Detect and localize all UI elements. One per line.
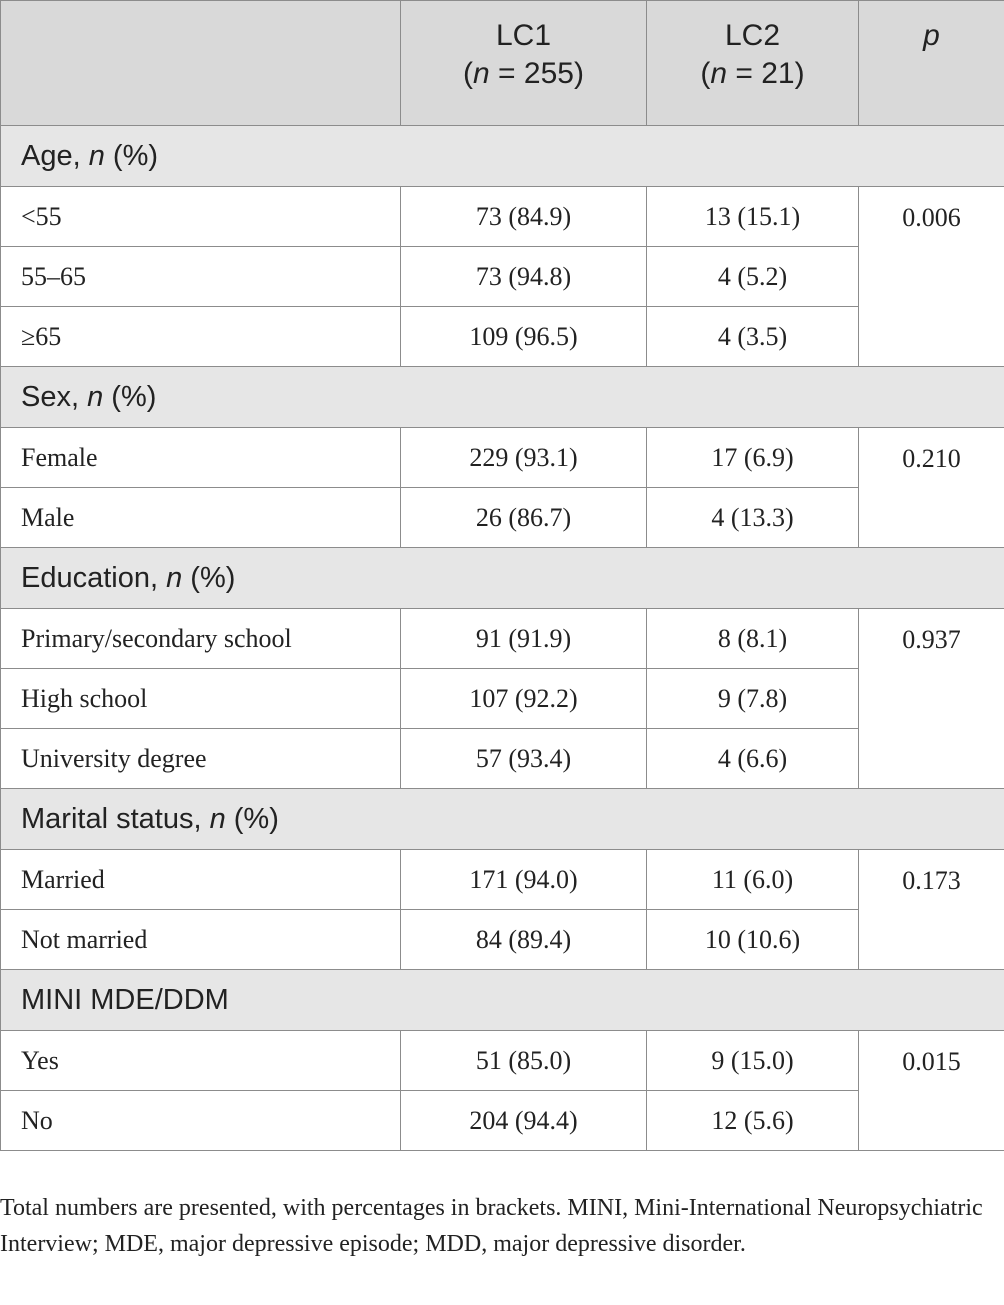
lc1-value: 91 (91.9)	[401, 609, 647, 669]
section-title: Education, n (%)	[1, 548, 1004, 609]
table-row	[1, 1091, 1004, 1151]
header-p-value: p	[859, 1, 1004, 126]
section-header-row	[1, 126, 1004, 187]
row-label: ≥65	[1, 307, 401, 367]
section-header-row	[1, 548, 1004, 609]
p-value: 0.210	[859, 428, 1004, 548]
section-header-row	[1, 367, 1004, 428]
row-label: <55	[1, 187, 401, 247]
lc1-value: 109 (96.5)	[401, 307, 647, 367]
header-lc2-count: (n = 21)	[700, 57, 805, 90]
section-header-row	[1, 970, 1004, 1031]
lc1-value: 171 (94.0)	[401, 850, 647, 910]
lc1-value: 57 (93.4)	[401, 729, 647, 789]
lc2-value: 12 (5.6)	[647, 1091, 859, 1151]
table-row	[1, 187, 1004, 247]
row-label: High school	[1, 669, 401, 729]
lc2-value: 8 (8.1)	[647, 609, 859, 669]
p-value: 0.173	[859, 850, 1004, 970]
table-footnote: Total numbers are presented, with percentages in brackets. MINI, Mini-International Neuropsychiatric Interview; MDE, major depressive episode; MDD, major depressive disorder.	[0, 1195, 983, 1257]
lc1-value: 204 (94.4)	[401, 1091, 647, 1151]
header-empty-cell	[1, 1, 401, 126]
row-label: Male	[1, 488, 401, 548]
lc2-value: 4 (5.2)	[647, 247, 859, 307]
lc1-value: 73 (94.8)	[401, 247, 647, 307]
table-row	[1, 428, 1004, 488]
p-value: 0.015	[859, 1031, 1004, 1151]
lc1-value: 73 (84.9)	[401, 187, 647, 247]
lc2-value: 9 (15.0)	[647, 1031, 859, 1091]
lc2-value: 4 (3.5)	[647, 307, 859, 367]
section-title: Age, n (%)	[1, 126, 1004, 187]
table-row	[1, 307, 1004, 367]
row-label: University degree	[1, 729, 401, 789]
header-lc1-count: (n = 255)	[463, 57, 584, 90]
row-label: 55–65	[1, 247, 401, 307]
lc1-value: 107 (92.2)	[401, 669, 647, 729]
lc1-value: 229 (93.1)	[401, 428, 647, 488]
section-title: Sex, n (%)	[1, 367, 1004, 428]
row-label: Not married	[1, 910, 401, 970]
header-lc1-name: LC1	[495, 19, 552, 52]
lc1-value: 84 (89.4)	[401, 910, 647, 970]
lc2-value: 9 (7.8)	[647, 669, 859, 729]
table-row	[1, 669, 1004, 729]
table-row	[1, 1031, 1004, 1091]
lc2-value: 4 (13.3)	[647, 488, 859, 548]
lc2-value: 11 (6.0)	[647, 850, 859, 910]
row-label: No	[1, 1091, 401, 1151]
table-row	[1, 910, 1004, 970]
table-row	[1, 488, 1004, 548]
row-label: Married	[1, 850, 401, 910]
row-label: Primary/secondary school	[1, 609, 401, 669]
lc2-value: 13 (15.1)	[647, 187, 859, 247]
table-row	[1, 729, 1004, 789]
lc1-value: 26 (86.7)	[401, 488, 647, 548]
lc2-value: 4 (6.6)	[647, 729, 859, 789]
table-row	[1, 850, 1004, 910]
section-header-row	[1, 789, 1004, 850]
table-row	[1, 247, 1004, 307]
lc1-value: 51 (85.0)	[401, 1031, 647, 1091]
header-lc2-name: LC2	[724, 19, 781, 52]
header-lc2	[647, 1, 859, 126]
header-lc1	[401, 1, 647, 126]
section-title: MINI MDE/DDM	[1, 970, 1004, 1031]
p-value: 0.937	[859, 609, 1004, 789]
table-header-row	[1, 1, 1004, 126]
row-label: Female	[1, 428, 401, 488]
p-value: 0.006	[859, 187, 1004, 367]
section-title: Marital status, n (%)	[1, 789, 1004, 850]
row-label: Yes	[1, 1031, 401, 1091]
table-row	[1, 609, 1004, 669]
lc2-value: 10 (10.6)	[647, 910, 859, 970]
lc2-value: 17 (6.9)	[647, 428, 859, 488]
